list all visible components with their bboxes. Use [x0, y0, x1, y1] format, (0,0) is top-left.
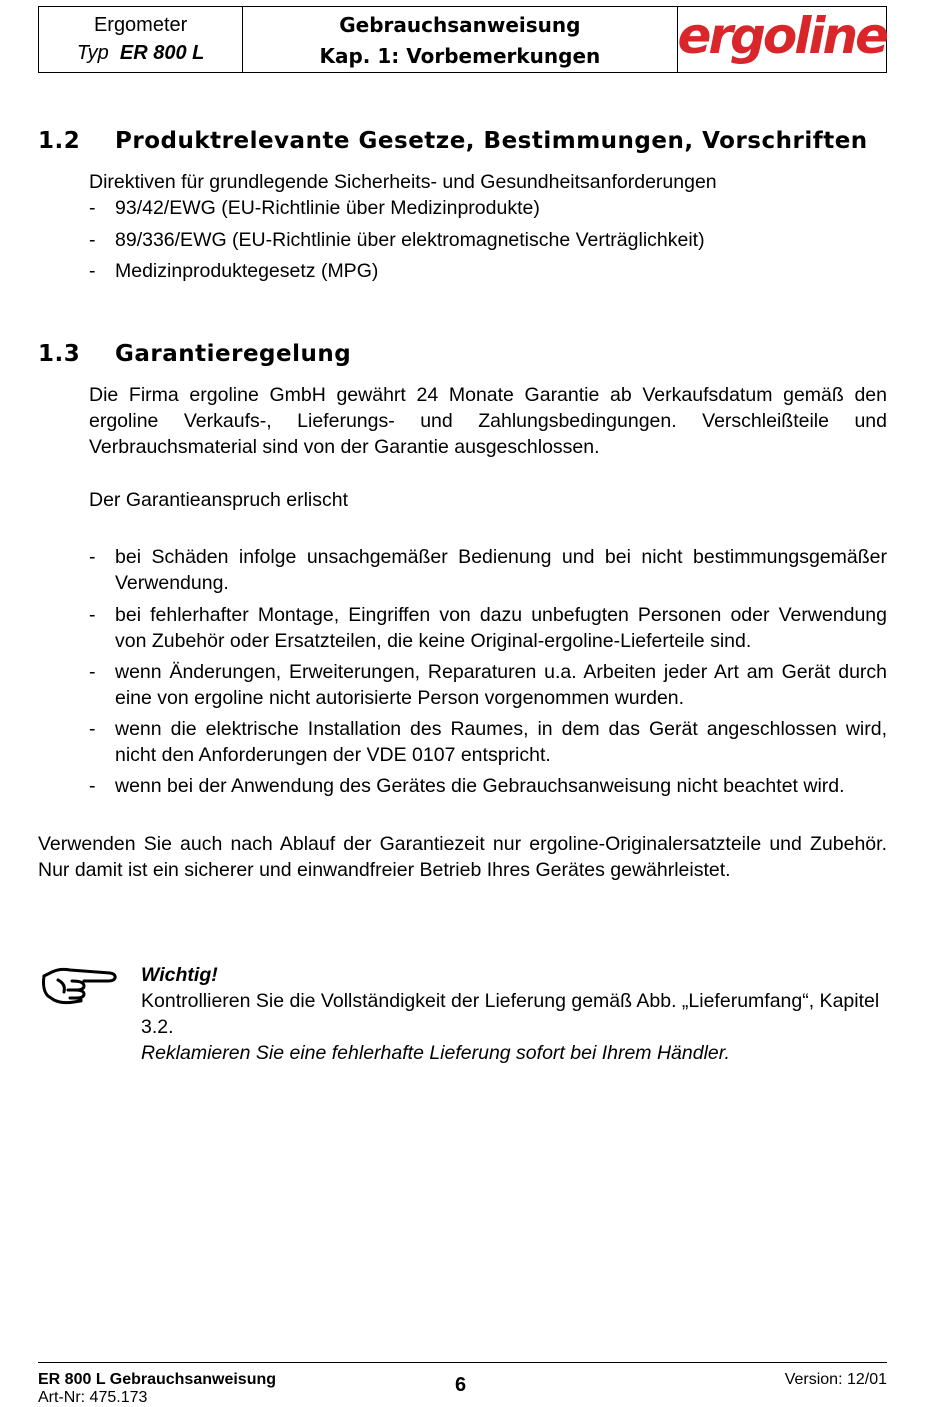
section-1-3-para1: Die Firma ergoline GmbH gewährt 24 Monate Garantie ab Verkaufsdatum gemäß den ergoline Verkaufs-, Lieferungs- und Zahlungsbedingungen. Verschleißteile und Verbrauchsmaterial sind von der Garantie ausgeschlossen. [89, 384, 887, 458]
list-item [89, 544, 887, 596]
list-item-text: wenn Änderungen, Erweiterungen, Reparaturen u.a. Arbeiten jeder Art am Gerät durch eine von ergoline nicht autorisierte Person vorgenommen wurden. [115, 661, 887, 709]
list-item [89, 258, 887, 284]
list-item [89, 716, 887, 768]
list-item-text: 89/336/EWG (EU-Richtlinie über elektromagnetische Verträglichkeit) [115, 229, 705, 251]
footer-doc-name: ER 800 L Gebrauchsanweisung [38, 1371, 277, 1388]
section-1-2-intro: Direktiven für grundlegende Sicherheits- und Gesundheitsanforderungen [89, 171, 717, 193]
list-item-text: 93/42/EWG (EU-Richtlinie über Medizinprodukte) [115, 197, 540, 219]
section-1-3-para2: Der Garantieanspruch erlischt [89, 489, 349, 511]
page-number: 6 [455, 1374, 467, 1396]
header-type-prefix: Typ [76, 42, 109, 64]
list-item-text: bei fehlerhafter Montage, Eingriffen von dazu unbefugten Personen oder Verwendung von Zubehör oder Ersatzteilen, die keine Original-ergoline-Lieferteile sind. [115, 604, 887, 652]
list-item [89, 195, 887, 221]
header-logo-cell [678, 7, 887, 72]
section-number: 1.3 [38, 341, 81, 367]
footer-art-nr: Art-Nr: 475.173 [38, 1389, 148, 1406]
bullet-dash: - [89, 661, 96, 683]
list-item-text: wenn die elektrische Installation des Raumes, in dem das Gerät angeschlossen wird, nicht den Anforderungen der VDE 0107 entspricht. [115, 718, 887, 766]
list-item-text: wenn bei der Anwendung des Gerätes die Gebrauchsanweisung nicht beachtet wird. [115, 775, 845, 797]
note-heading: Wichtig! [141, 964, 218, 986]
bullet-dash: - [89, 775, 96, 797]
list-item-text: bei Schäden infolge unsachgemäßer Bedienung und bei nicht bestimmungsgemäßer Verwendung. [115, 546, 887, 594]
page-header [38, 6, 887, 73]
note-line2: Reklamieren Sie eine fehlerhafte Lieferung sofort bei Ihrem Händler. [141, 1042, 730, 1064]
section-title: Produktrelevante Gesetze, Bestimmungen, Vorschriften [115, 128, 868, 154]
section-1-3-closing: Verwenden Sie auch nach Ablauf der Garantiezeit nur ergoline-Originalersatzteile und Zubehör. Nur damit ist ein sicherer und einwandfreier Betrieb Ihres Gerätes gewährleistet. [38, 833, 887, 881]
section-1-2-heading [38, 128, 868, 154]
pointing-hand-icon [40, 964, 118, 1006]
header-type-model: ER 800 L [119, 42, 205, 64]
header-doc-title: Gebrauchsanweisung [339, 13, 581, 37]
footer-divider [38, 1362, 887, 1363]
header-chapter: Kap. 1: Vorbemerkungen [319, 44, 601, 68]
section-title: Garantieregelung [115, 341, 352, 367]
bullet-dash: - [89, 260, 96, 282]
header-product: Ergometer [93, 14, 188, 36]
list-item [89, 773, 887, 799]
header-type [39, 39, 242, 67]
bullet-dash: - [89, 718, 96, 740]
list-item [89, 602, 887, 654]
section-1-3-heading [38, 341, 351, 367]
list-item [89, 227, 887, 253]
section-number: 1.2 [38, 128, 81, 154]
note-line1: Kontrollieren Sie die Vollständigkeit der Lieferung gemäß Abb. „Lieferumfang“, Kapitel 3.2. [141, 990, 880, 1038]
list-item [89, 659, 887, 711]
footer-left [38, 1371, 276, 1407]
header-title-cell [243, 7, 677, 72]
bullet-dash: - [89, 197, 96, 219]
bullet-dash: - [89, 546, 96, 568]
list-item-text: Medizinproduktegesetz (MPG) [115, 260, 379, 282]
bullet-dash: - [89, 604, 96, 626]
footer-version: Version: 12/01 [784, 1371, 887, 1388]
header-product-cell [39, 7, 243, 72]
ergoline-logo: ergoline [677, 6, 886, 65]
bullet-dash: - [89, 229, 96, 251]
